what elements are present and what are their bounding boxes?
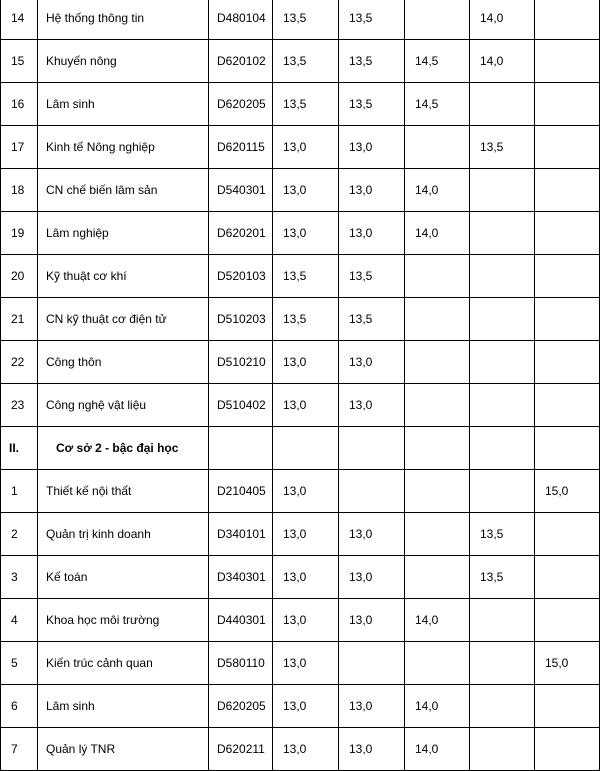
score-cell: 13,0	[339, 728, 405, 771]
score-cell: 14,0	[405, 599, 470, 642]
score-cell	[470, 83, 535, 126]
table-row	[1, 169, 600, 212]
score-cell: 13,0	[339, 685, 405, 728]
table-body	[1, 0, 600, 771]
table-row	[1, 298, 600, 341]
score-cell: 13,5	[339, 255, 405, 298]
major-name: Hệ thống thông tin	[38, 0, 209, 40]
section-row	[1, 427, 600, 470]
table-row	[1, 642, 600, 685]
major-code: D520103	[209, 255, 273, 298]
major-name: Kiến trúc cảnh quan	[38, 642, 209, 685]
score-cell	[535, 255, 600, 298]
major-name: Kinh tế Nông nghiệp	[38, 126, 209, 169]
table-row	[1, 728, 600, 771]
score-cell: 14,0	[405, 685, 470, 728]
major-code: D620102	[209, 40, 273, 83]
score-cell	[535, 513, 600, 556]
score-cell: 13,0	[339, 384, 405, 427]
major-code: D620201	[209, 212, 273, 255]
empty-cell	[273, 427, 339, 470]
score-cell: 13,0	[273, 728, 339, 771]
major-name: Quản lý TNR	[38, 728, 209, 771]
table-row	[1, 685, 600, 728]
major-code: D340301	[209, 556, 273, 599]
score-cell: 14,5	[405, 83, 470, 126]
major-name: Công nghệ vật liệu	[38, 384, 209, 427]
score-cell	[405, 470, 470, 513]
major-code: D210405	[209, 470, 273, 513]
row-number: 2	[1, 513, 38, 556]
major-name: Công thôn	[38, 341, 209, 384]
empty-cell	[209, 427, 273, 470]
score-cell: 14,5	[405, 40, 470, 83]
score-cell	[535, 40, 600, 83]
empty-cell	[535, 427, 600, 470]
major-code: D620205	[209, 83, 273, 126]
table-row	[1, 384, 600, 427]
major-name: Khoa học môi trường	[38, 599, 209, 642]
row-number: 1	[1, 470, 38, 513]
score-cell: 13,0	[273, 169, 339, 212]
score-cell	[470, 341, 535, 384]
score-cell	[470, 298, 535, 341]
score-cell: 13,0	[273, 384, 339, 427]
score-cell: 13,0	[339, 513, 405, 556]
row-number: 20	[1, 255, 38, 298]
score-cell: 13,0	[273, 513, 339, 556]
major-code: D620205	[209, 685, 273, 728]
score-cell: 13,0	[273, 599, 339, 642]
empty-cell	[339, 427, 405, 470]
score-cell	[405, 513, 470, 556]
score-cell: 15,0	[535, 642, 600, 685]
score-cell	[535, 556, 600, 599]
table-row	[1, 513, 600, 556]
score-cell: 14,0	[405, 169, 470, 212]
score-cell	[535, 341, 600, 384]
table-row	[1, 341, 600, 384]
score-cell	[470, 169, 535, 212]
score-cell: 13,0	[339, 341, 405, 384]
score-cell: 13,5	[470, 556, 535, 599]
empty-cell	[470, 427, 535, 470]
major-name: Lâm sinh	[38, 83, 209, 126]
major-name: Khuyến nông	[38, 40, 209, 83]
score-cell	[405, 0, 470, 40]
score-cell	[470, 685, 535, 728]
score-cell: 13,0	[273, 685, 339, 728]
empty-cell	[405, 427, 470, 470]
row-number: 23	[1, 384, 38, 427]
score-cell: 13,5	[339, 298, 405, 341]
score-cell	[405, 384, 470, 427]
score-cell: 13,5	[273, 40, 339, 83]
section-number: II.	[1, 427, 38, 470]
score-cell	[405, 642, 470, 685]
score-cell: 13,0	[339, 556, 405, 599]
row-number: 15	[1, 40, 38, 83]
score-cell	[470, 255, 535, 298]
score-cell	[470, 470, 535, 513]
score-cell	[470, 599, 535, 642]
major-name: Quản trị kinh doanh	[38, 513, 209, 556]
row-number: 7	[1, 728, 38, 771]
row-number: 6	[1, 685, 38, 728]
major-code: D580110	[209, 642, 273, 685]
row-number: 18	[1, 169, 38, 212]
score-cell: 13,0	[339, 126, 405, 169]
score-cell	[535, 298, 600, 341]
score-cell	[535, 599, 600, 642]
score-cell: 13,5	[273, 298, 339, 341]
table-row	[1, 212, 600, 255]
score-cell: 13,0	[273, 642, 339, 685]
score-cell: 14,0	[470, 40, 535, 83]
row-number: 19	[1, 212, 38, 255]
score-cell	[535, 212, 600, 255]
table-row	[1, 470, 600, 513]
score-cell: 13,5	[470, 126, 535, 169]
row-number: 17	[1, 126, 38, 169]
major-name: Kỹ thuật cơ khí	[38, 255, 209, 298]
score-cell: 13,0	[273, 341, 339, 384]
major-name: Thiết kế nội thất	[38, 470, 209, 513]
score-cell	[535, 83, 600, 126]
score-cell: 13,5	[339, 0, 405, 40]
score-cell	[405, 298, 470, 341]
score-cell	[405, 255, 470, 298]
score-cell	[470, 384, 535, 427]
score-cell: 13,0	[273, 470, 339, 513]
major-name: CN kỹ thuật cơ điện tử	[38, 298, 209, 341]
score-cell	[470, 642, 535, 685]
row-number: 14	[1, 0, 38, 40]
score-cell: 13,0	[273, 212, 339, 255]
row-number: 22	[1, 341, 38, 384]
score-cell: 13,0	[273, 556, 339, 599]
major-code: D620115	[209, 126, 273, 169]
score-cell: 13,5	[273, 0, 339, 40]
row-number: 21	[1, 298, 38, 341]
major-name: CN chế biến lâm sản	[38, 169, 209, 212]
major-code: D620211	[209, 728, 273, 771]
score-cell: 14,0	[470, 0, 535, 40]
major-code: D540301	[209, 169, 273, 212]
score-cell: 14,0	[405, 728, 470, 771]
major-name: Kế toán	[38, 556, 209, 599]
score-cell	[339, 470, 405, 513]
score-cell: 13,5	[273, 255, 339, 298]
score-cell	[535, 0, 600, 40]
row-number: 16	[1, 83, 38, 126]
major-name: Lâm nghiệp	[38, 212, 209, 255]
table-row	[1, 83, 600, 126]
score-cell: 14,0	[405, 212, 470, 255]
score-cell	[470, 212, 535, 255]
score-cell	[535, 728, 600, 771]
section-title: Cơ sở 2 - bậc đại học	[38, 427, 209, 470]
score-cell	[535, 685, 600, 728]
major-code: D340101	[209, 513, 273, 556]
major-code: D510402	[209, 384, 273, 427]
row-number: 3	[1, 556, 38, 599]
table-row	[1, 126, 600, 169]
major-code: D510203	[209, 298, 273, 341]
major-code: D510210	[209, 341, 273, 384]
score-cell: 13,0	[339, 169, 405, 212]
score-cell	[470, 728, 535, 771]
score-cell: 13,5	[273, 83, 339, 126]
score-cell: 13,5	[339, 40, 405, 83]
table-row	[1, 556, 600, 599]
score-cell: 13,5	[339, 83, 405, 126]
score-cell: 13,5	[470, 513, 535, 556]
row-number: 5	[1, 642, 38, 685]
score-cell	[535, 126, 600, 169]
score-cell	[405, 341, 470, 384]
table-row	[1, 40, 600, 83]
major-name: Lâm sinh	[38, 685, 209, 728]
score-cell: 13,0	[273, 126, 339, 169]
score-cell	[535, 384, 600, 427]
table-row	[1, 255, 600, 298]
score-cell: 13,0	[339, 599, 405, 642]
table-row	[1, 599, 600, 642]
row-number: 4	[1, 599, 38, 642]
score-cell	[535, 169, 600, 212]
score-cell	[405, 556, 470, 599]
score-cell: 15,0	[535, 470, 600, 513]
score-cell	[405, 126, 470, 169]
score-cell	[339, 642, 405, 685]
major-code: D440301	[209, 599, 273, 642]
score-cell: 13,0	[339, 212, 405, 255]
major-code: D480104	[209, 0, 273, 40]
table-row	[1, 0, 600, 40]
